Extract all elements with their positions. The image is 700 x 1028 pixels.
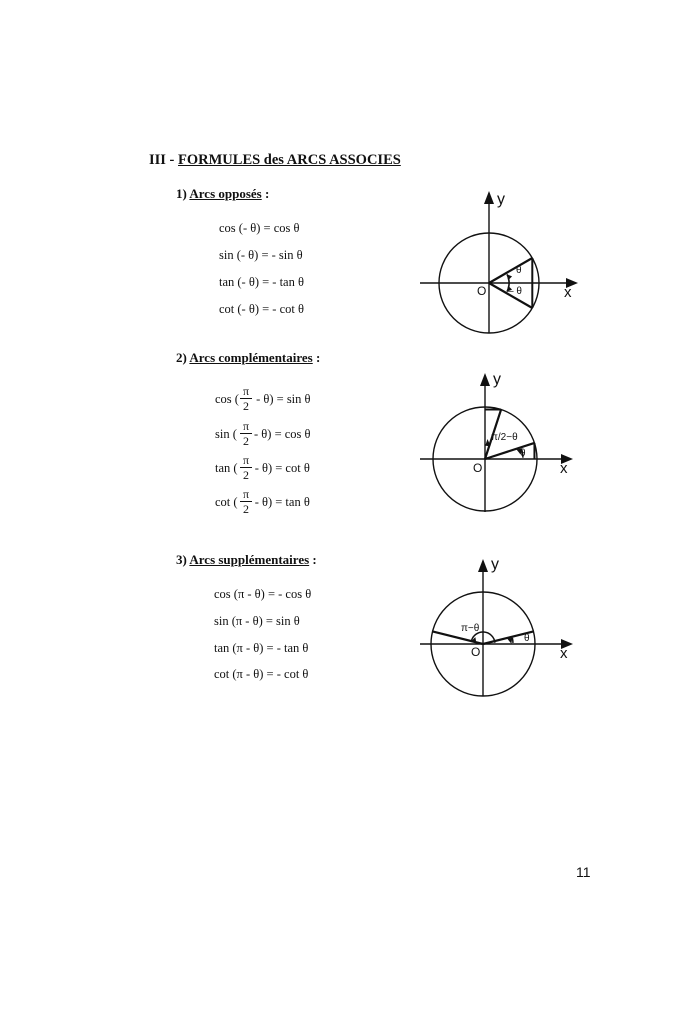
formula-opposite-tan: tan (- θ) = - tan θ (219, 275, 304, 289)
formula-tail: - θ) = cos θ (250, 427, 311, 441)
figure-supplementary-arcs (420, 550, 590, 710)
angle-complement-label: π/2−θ (491, 432, 518, 443)
figure-opposite-arcs (420, 185, 590, 340)
y-axis-label: y (491, 556, 499, 573)
heading-text: FORMULES des ARCS ASSOCIES (178, 152, 401, 168)
section-3-suffix: : (309, 552, 317, 567)
angle-theta-label: θ (516, 265, 522, 276)
angle-minus-theta-label: – θ (508, 286, 522, 297)
formula-opposite-cot: cot (- θ) = - cot θ (219, 302, 304, 316)
section-1-title (176, 186, 269, 202)
section-1-number: 1) (176, 186, 190, 201)
origin-label: O (471, 645, 481, 659)
formula-complementary-cos (215, 392, 311, 407)
formula-supplementary-tan: tan (π - θ) = - tan θ (214, 641, 309, 655)
angle-theta-label: θ (520, 448, 526, 459)
formula-supplementary-cot: cot (π - θ) = - cot θ (214, 667, 309, 681)
radius-theta (489, 258, 532, 283)
section-3-number: 3) (176, 552, 190, 567)
fraction-pi-over-2: $\frac{\pi}{2}$ (240, 420, 252, 447)
formula-opposite-cos: cos (- θ) = cos θ (219, 221, 300, 235)
angle-supplement-label: π−θ (461, 623, 480, 634)
formula-tail: - θ) = cot θ (251, 461, 310, 475)
y-axis-arrow (484, 191, 494, 204)
radius-theta (485, 443, 534, 459)
section-2-label: Arcs complémentaires (189, 350, 313, 365)
section-1-suffix: : (261, 186, 270, 201)
heading-prefix: III - (149, 152, 179, 168)
figure-complementary-arcs (420, 362, 590, 532)
formula-lead: cos ( (215, 392, 239, 406)
formula-tail: - θ) = tan θ (251, 495, 310, 509)
x-axis-label: x (560, 460, 568, 477)
x-axis-label: x (560, 645, 568, 662)
y-axis-arrow (480, 373, 490, 386)
fraction-pi-over-2: $\frac{\pi}{2}$ (240, 385, 252, 412)
formula-supplementary-cos: cos (π - θ) = - cos θ (214, 587, 312, 601)
section-1-label: Arcs opposés (189, 186, 262, 201)
formula-lead: sin ( (215, 427, 237, 441)
origin-label: O (473, 461, 483, 475)
formula-supplementary-sin: sin (π - θ) = sin θ (214, 614, 300, 628)
section-3-title (176, 552, 317, 568)
page-number: 11 (576, 864, 591, 880)
formula-lead: cot ( (215, 495, 238, 509)
formula-complementary-tan (215, 461, 310, 476)
formula-lead: tan ( (215, 461, 238, 475)
formula-complementary-cot (215, 495, 310, 510)
arc-arrowhead (507, 638, 512, 644)
fraction-pi-over-2: $\frac{\pi}{2}$ (240, 454, 252, 481)
origin-label: O (477, 284, 487, 298)
section-3-label: Arcs supplémentaires (189, 552, 310, 567)
y-axis-label: y (497, 191, 505, 208)
section-2-suffix: : (312, 350, 321, 365)
x-axis-label: x (564, 284, 572, 301)
angle-arc-theta (512, 638, 513, 643)
page-heading (149, 152, 401, 169)
section-2-title (176, 350, 320, 366)
formula-tail: - θ) = sin θ (252, 392, 311, 406)
angle-theta-label: θ (524, 633, 530, 644)
formula-complementary-sin (215, 427, 311, 442)
formula-opposite-sin: sin (- θ) = - sin θ (219, 248, 303, 262)
y-axis-arrow (478, 559, 488, 572)
section-2-number: 2) (176, 350, 190, 365)
fraction-pi-over-2: $\frac{\pi}{2}$ (240, 488, 252, 515)
y-axis-label: y (493, 371, 501, 388)
